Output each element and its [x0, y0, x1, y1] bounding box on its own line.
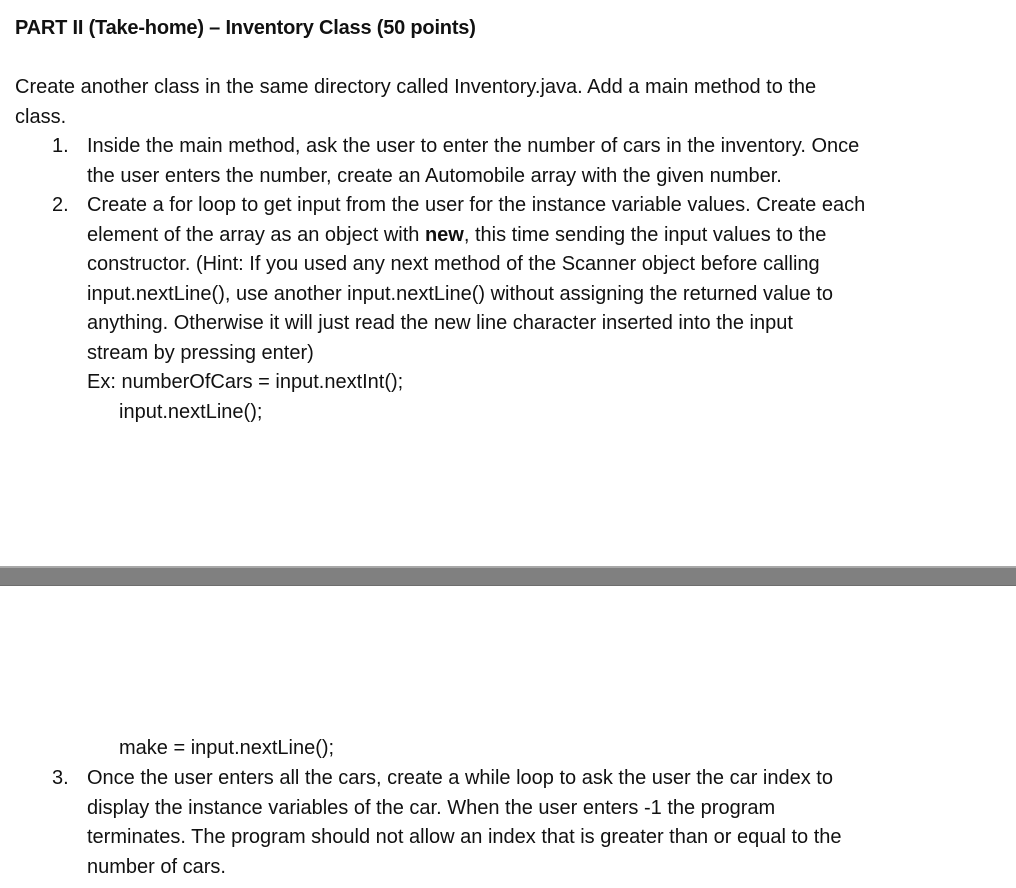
- bold-keyword: new: [424, 223, 464, 246]
- list-item-text: [87, 132, 967, 191]
- page-break-divider: [0, 566, 1016, 586]
- list-item-text: [87, 764, 967, 882]
- list-item-line: number of cars.: [87, 855, 226, 878]
- text-run: element of the array as an object with: [87, 223, 425, 246]
- list-item-text: [87, 191, 967, 398]
- code-example-continuation: input.nextLine();: [119, 401, 263, 423]
- list-item-line: input.nextLine(), use another input.nextLine() without assigning the returned value to: [87, 282, 834, 305]
- text-run: , this time sending the input values to the: [463, 223, 827, 246]
- list-item-number: 2.: [52, 194, 69, 216]
- code-example-line: Ex: numberOfCars = input.nextInt();: [87, 371, 404, 393]
- list-item-line: Inside the main method, ask the user to enter the number of cars in the inventory. Once: [87, 135, 860, 157]
- intro-line-2: class.: [15, 105, 67, 128]
- list-item-line: Once the user enters all the cars, create a while loop to ask the user the car index to: [87, 767, 833, 789]
- code-example-continuation: make = input.nextLine();: [119, 737, 335, 759]
- list-item-line: constructor. (Hint: If you used any next method of the Scanner object before calling: [87, 253, 820, 275]
- list-item-line: terminates. The program should not allow an index that is greater than or equal to the: [87, 826, 842, 848]
- list-item-line: Create a for loop to get input from the user for the instance variable values. Create each: [87, 194, 866, 216]
- intro-paragraph: [15, 73, 975, 132]
- list-item-line: display the instance variables of the car. When the user enters -1 the program: [87, 796, 776, 819]
- list-item-number: 1.: [52, 135, 69, 157]
- list-item-line: the user enters the number, create an Automobile array with the given number.: [87, 164, 782, 187]
- intro-line-1: Create another class in the same directory called Inventory.java. Add a main method to the: [15, 76, 817, 98]
- list-item-line: [87, 221, 967, 251]
- section-heading: PART II (Take-home) – Inventory Class (50 points): [15, 17, 476, 39]
- list-item-line: stream by pressing enter): [87, 341, 314, 364]
- list-item-number: 3.: [52, 767, 69, 789]
- document-page-bottom: [0, 586, 1016, 888]
- list-item-line: anything. Otherwise it will just read the new line character inserted into the input: [87, 312, 793, 334]
